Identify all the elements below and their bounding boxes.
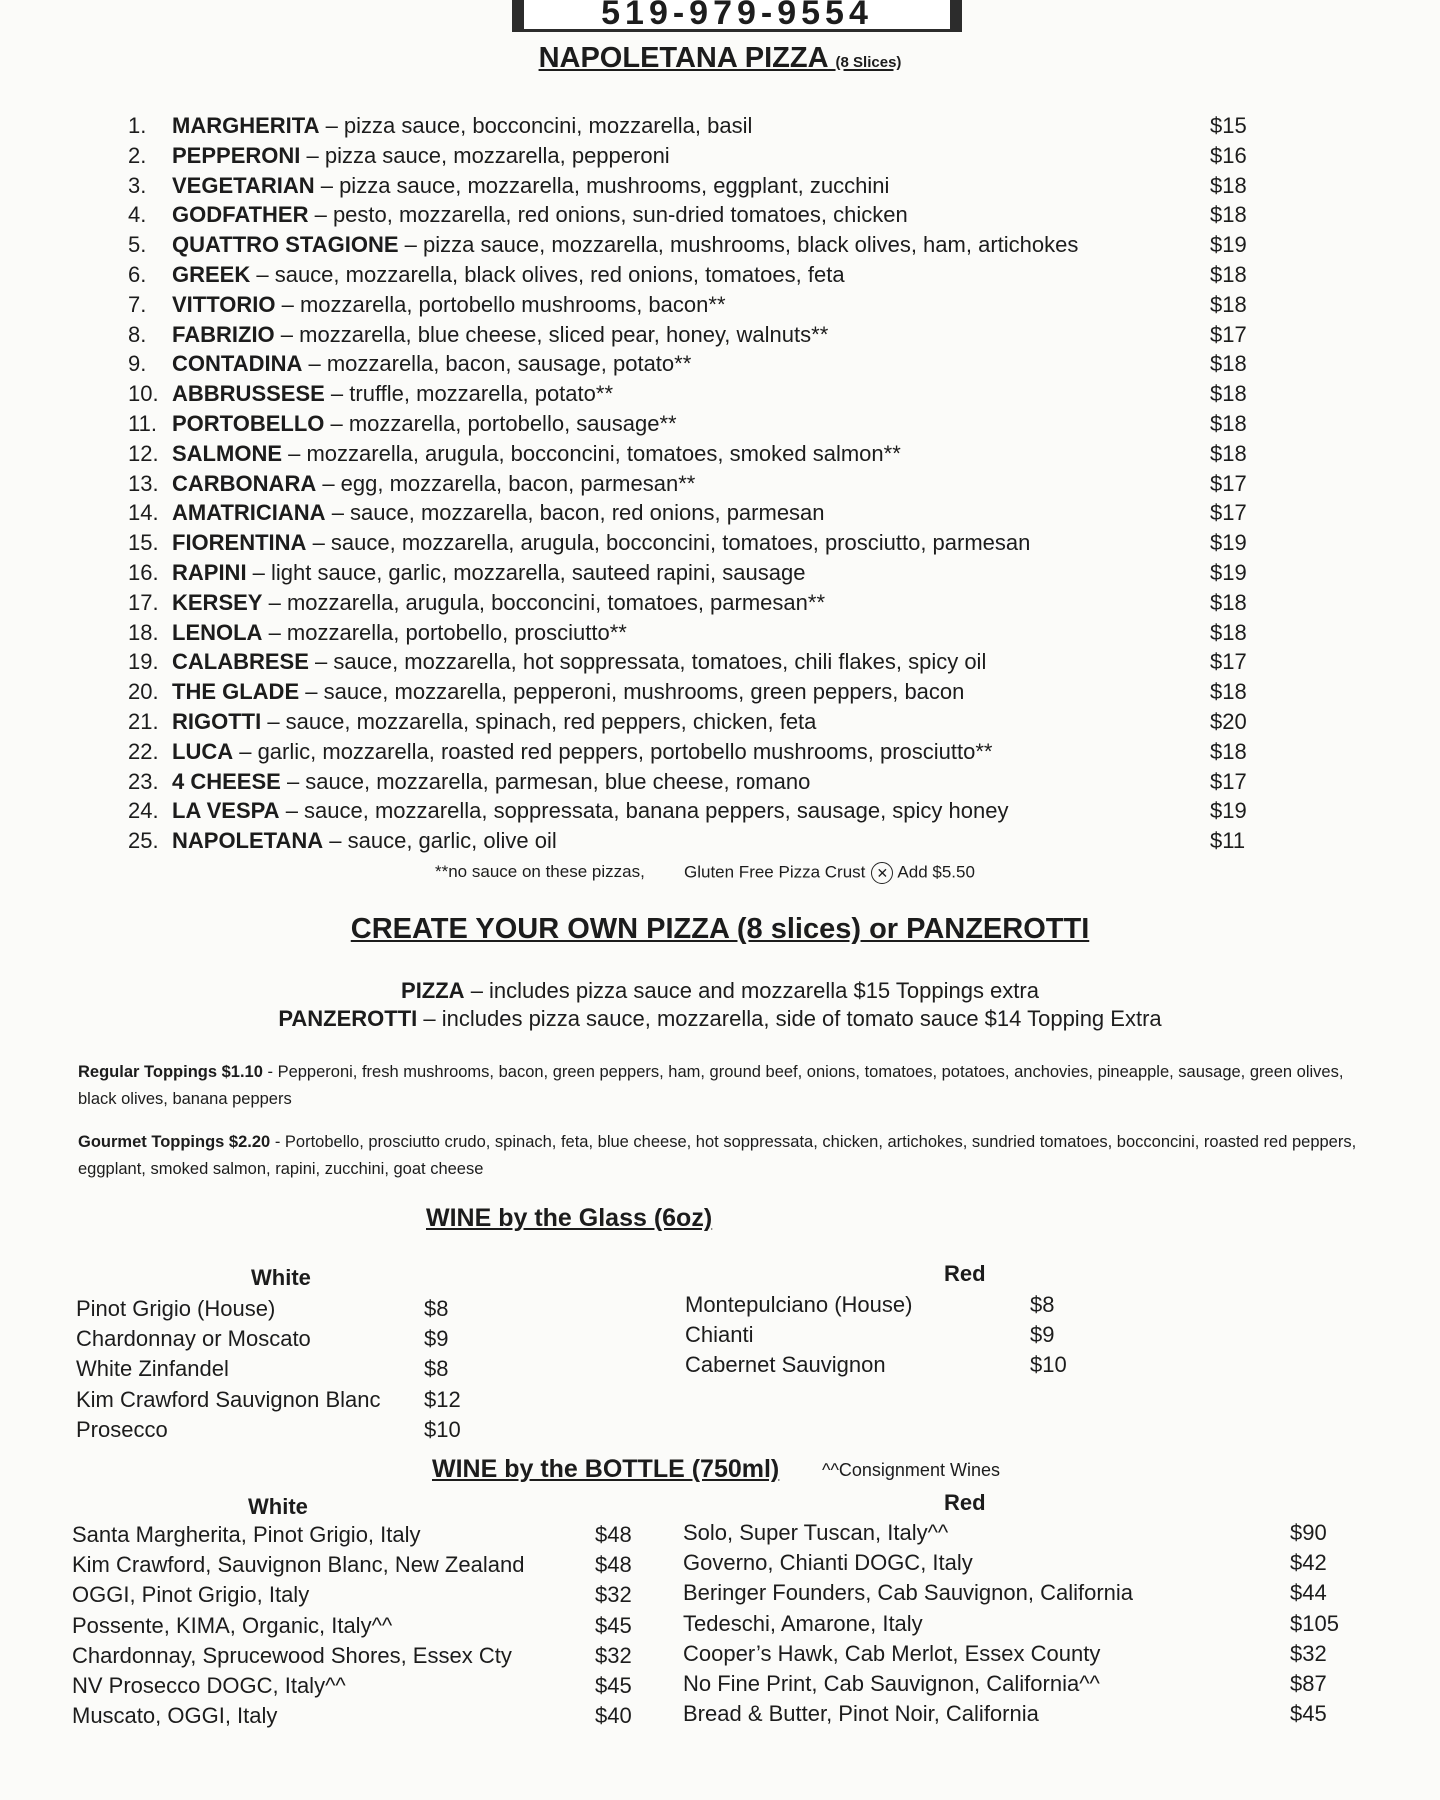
pizza-number: 3. — [128, 172, 147, 198]
pizza-name: AMATRICIANA — [172, 500, 326, 526]
pizza-ingredients: – sauce, mozzarella, bacon, red onions, parmesan — [325, 500, 825, 526]
pizza-description — [172, 409, 677, 438]
regular-toppings-list: - Pepperoni, fresh mushrooms, bacon, green peppers, ham, ground beef, onions, tomatoes, potatoes, anchovies, pineapple, sausage, green olives, black olives, banana peppers — [78, 1063, 1344, 1108]
wine-bottle-title: WINE by the BOTTLE (750ml) — [432, 1455, 780, 1483]
pizza-ingredients: – sauce, mozzarella, hot soppressata, tomatoes, chili flakes, spicy oil — [308, 649, 987, 675]
pizza-ingredients: – garlic, mozzarella, roasted red peppers, portobello mushrooms, prosciutto** — [233, 738, 993, 764]
wine-name: No Fine Print, Cab Sauvignon, California^^ — [683, 1670, 1100, 1696]
wine-price: $8 — [424, 1356, 449, 1382]
pizza-number: 1. — [128, 113, 147, 138]
create-pizza-label: PIZZA — [401, 978, 465, 1003]
pizza-ingredients: – sauce, mozzarella, spinach, red peppers, chicken, feta — [261, 708, 817, 734]
wine-name: Tedeschi, Amarone, Italy — [683, 1610, 923, 1636]
pizza-ingredients: – pizza sauce, bocconcini, mozzarella, basil — [319, 113, 753, 138]
wine-item — [683, 1669, 1327, 1699]
pizza-item — [128, 737, 1258, 767]
wine-item — [683, 1609, 1339, 1639]
wine-price: $32 — [1290, 1640, 1327, 1666]
pizza-name: NAPOLETANA — [172, 828, 324, 854]
wine-item — [72, 1580, 632, 1610]
regular-toppings — [78, 1059, 1378, 1113]
wine-item — [685, 1320, 1055, 1350]
pizza-price: $18 — [1210, 351, 1247, 377]
wine-price: $9 — [424, 1326, 449, 1352]
pizza-price: $18 — [1210, 589, 1247, 615]
wine-name: Pinot Grigio (House) — [76, 1296, 276, 1321]
pizza-number: 14. — [128, 500, 159, 526]
pizza-name: LENOLA — [172, 619, 263, 645]
wine-name: OGGI, Pinot Grigio, Italy — [72, 1582, 310, 1608]
create-pizza-line — [0, 978, 1440, 1004]
pizza-description — [172, 230, 1078, 259]
pizza-price: $18 — [1210, 172, 1247, 198]
pizza-name: KERSEY — [172, 589, 263, 615]
pizza-name: LA VESPA — [172, 798, 280, 824]
pizza-number: 22. — [128, 738, 159, 764]
pizza-description — [172, 767, 810, 796]
wine-item — [76, 1354, 449, 1384]
pizza-ingredients: – sauce, mozzarella, black olives, red onions, tomatoes, feta — [250, 261, 845, 287]
create-panzerotti-text: – includes pizza sauce, mozzarella, side of tomato sauce $14 Topping Extra — [417, 1006, 1162, 1031]
wine-name: Kim Crawford Sauvignon Blanc — [76, 1386, 381, 1412]
pizza-number: 6. — [128, 261, 147, 287]
pizza-ingredients: – sauce, mozzarella, parmesan, blue cheese, romano — [280, 768, 811, 794]
gourmet-toppings-label: Gourmet Toppings $2.20 — [78, 1133, 271, 1151]
pizza-item — [128, 826, 1258, 856]
pizza-item — [128, 677, 1258, 707]
pizza-price: $18 — [1210, 261, 1247, 287]
pizza-item — [128, 558, 1258, 588]
pizza-name: CALABRESE — [172, 649, 309, 675]
pizza-name: VEGETARIAN — [172, 172, 315, 198]
wine-item — [76, 1385, 461, 1415]
pizza-ingredients: – sauce, mozzarella, soppressata, banana peppers, sausage, spicy honey — [279, 798, 1009, 824]
wine-glass-red-heading: Red — [944, 1261, 986, 1286]
pizza-description — [172, 796, 1008, 825]
wine-price: $12 — [424, 1386, 461, 1412]
pizza-price: $18 — [1210, 202, 1247, 228]
pizza-price: $17 — [1210, 500, 1247, 526]
pizza-name: PORTOBELLO — [172, 410, 325, 436]
pizza-ingredients: – pizza sauce, mozzarella, pepperoni — [300, 142, 670, 168]
pizza-name: QUATTRO STAGIONE — [172, 232, 399, 258]
pizza-description — [172, 498, 825, 527]
pizza-item — [128, 141, 1258, 171]
pizza-number: 15. — [128, 530, 159, 556]
pizza-description — [172, 260, 845, 289]
pizza-name: VITTORIO — [172, 291, 276, 317]
pizza-number: 8. — [128, 321, 147, 347]
wine-name: Governo, Chianti DOGC, Italy — [683, 1550, 973, 1576]
pizza-number: 24. — [128, 798, 159, 824]
pizza-number: 7. — [128, 291, 147, 317]
slice-count-note: (8 Slices) — [835, 54, 902, 71]
gourmet-toppings-list: - Portobello, prosciutto crudo, spinach, feta, blue cheese, hot soppressata, chicken, artichokes, sundried tomatoes, bocconcini, roasted red peppers, eggplant, smoked salmon, rapini, zucchini, goat cheese — [78, 1133, 1357, 1178]
pizza-price: $19 — [1210, 530, 1247, 556]
pizza-item — [128, 111, 1258, 141]
pizza-ingredients: – light sauce, garlic, mozzarella, sauteed rapini, sausage — [246, 559, 806, 585]
pizza-name: ABBRUSSESE — [172, 381, 325, 407]
pizza-price: $17 — [1210, 321, 1247, 347]
pizza-item — [128, 588, 1258, 618]
wine-name: Chianti — [685, 1322, 754, 1348]
wine-price: $48 — [595, 1552, 632, 1578]
pizza-number: 13. — [128, 470, 159, 496]
pizza-number: 18. — [128, 619, 159, 645]
pizza-name: LUCA — [172, 738, 234, 764]
wine-item — [72, 1550, 632, 1580]
pizza-price: $15 — [1210, 113, 1247, 138]
pizza-item — [128, 260, 1258, 290]
pizza-item — [128, 409, 1258, 439]
pizza-menu-list — [128, 111, 1258, 856]
wine-item — [72, 1520, 632, 1550]
pizza-number: 23. — [128, 768, 159, 794]
gourmet-toppings — [78, 1129, 1378, 1183]
pizza-name: RIGOTTI — [172, 708, 262, 734]
wine-name: Cooper’s Hawk, Cab Merlot, Essex County — [683, 1640, 1101, 1666]
wine-price: $45 — [1290, 1701, 1327, 1727]
pizza-price: $18 — [1210, 381, 1247, 407]
gluten-free-note — [684, 862, 975, 884]
pizza-description — [172, 558, 805, 587]
pizza-description — [172, 111, 752, 140]
pizza-description — [172, 826, 557, 855]
create-your-own-title: CREATE YOUR OWN PIZZA (8 slices) or PANZEROTTI — [350, 913, 1090, 945]
wine-name: Solo, Super Tuscan, Italy^^ — [683, 1520, 949, 1545]
pizza-item — [128, 796, 1258, 826]
pizza-name: CARBONARA — [172, 470, 317, 496]
pizza-price: $17 — [1210, 470, 1247, 496]
wine-item — [683, 1518, 1327, 1548]
pizza-description — [172, 737, 992, 766]
wine-item — [683, 1548, 1327, 1578]
wine-item — [685, 1350, 1067, 1380]
pizza-ingredients: – sauce, mozzarella, arugula, bocconcini, tomatoes, prosciutto, parmesan — [306, 530, 1031, 556]
pizza-number: 17. — [128, 589, 159, 615]
wine-item — [72, 1671, 632, 1701]
pizza-ingredients: – pizza sauce, mozzarella, mushrooms, eggplant, zucchini — [314, 172, 890, 198]
pizza-ingredients: – mozzarella, arugula, bocconcini, tomatoes, smoked salmon** — [282, 440, 901, 466]
wine-item — [72, 1611, 632, 1641]
wine-bottle-red-heading: Red — [944, 1490, 986, 1515]
wine-name: White Zinfandel — [76, 1356, 229, 1382]
pizza-name: RAPINI — [172, 559, 247, 585]
pizza-ingredients: – egg, mozzarella, bacon, parmesan** — [316, 470, 696, 496]
pizza-description — [172, 171, 889, 200]
pizza-name: SALMONE — [172, 440, 282, 466]
pizza-description — [172, 469, 695, 498]
consignment-note: ^^Consignment Wines — [822, 1460, 1000, 1480]
pizza-ingredients: – mozzarella, portobello, prosciutto** — [262, 619, 627, 645]
pizza-ingredients: – mozzarella, arugula, bocconcini, tomatoes, parmesan** — [262, 589, 825, 615]
wine-name: Muscato, OGGI, Italy — [72, 1703, 278, 1729]
pizza-price: $19 — [1210, 559, 1247, 585]
pizza-item — [128, 618, 1258, 648]
wine-glass-red-list — [685, 1290, 1067, 1381]
pizza-number: 16. — [128, 559, 159, 585]
napoletana-pizza-title — [0, 42, 1440, 75]
pizza-name: FABRIZIO — [172, 321, 275, 347]
wine-item — [72, 1641, 632, 1671]
wine-price: $45 — [595, 1612, 632, 1638]
wine-name: Possente, KIMA, Organic, Italy^^ — [72, 1612, 393, 1638]
pizza-description — [172, 349, 691, 378]
pizza-item — [128, 349, 1258, 379]
wine-name: Kim Crawford, Sauvignon Blanc, New Zealand — [72, 1552, 525, 1578]
pizza-price: $18 — [1210, 619, 1247, 645]
pizza-ingredients: – sauce, mozzarella, pepperoni, mushrooms, green peppers, bacon — [299, 679, 965, 705]
pizza-price: $18 — [1210, 410, 1247, 436]
wine-name: Chardonnay or Moscato — [76, 1326, 311, 1352]
pizza-price: $11 — [1210, 828, 1246, 854]
pizza-item — [128, 439, 1258, 469]
pizza-description — [172, 320, 828, 349]
wine-price: $42 — [1290, 1550, 1327, 1576]
wine-item — [76, 1294, 449, 1324]
wine-price: $32 — [595, 1642, 632, 1668]
pizza-item — [128, 767, 1258, 797]
pizza-price: $16 — [1210, 142, 1247, 168]
wine-glass-title: WINE by the Glass (6oz) — [426, 1204, 713, 1232]
pizza-item — [128, 528, 1258, 558]
pizza-number: 2. — [128, 142, 147, 168]
wine-price: $45 — [595, 1672, 632, 1698]
pizza-name: FIORENTINA — [172, 530, 307, 556]
wine-bottle-white-heading: White — [248, 1494, 308, 1519]
pizza-description — [172, 588, 825, 617]
pizza-number: 5. — [128, 232, 147, 258]
pizza-name: GODFATHER — [172, 202, 309, 228]
pizza-ingredients: – pesto, mozzarella, red onions, sun-dried tomatoes, chicken — [308, 202, 908, 228]
wine-price: $90 — [1290, 1520, 1327, 1545]
wine-item — [685, 1290, 1055, 1320]
create-panzerotti-line — [0, 1006, 1440, 1032]
wine-name: Santa Margherita, Pinot Grigio, Italy — [72, 1522, 421, 1547]
wine-item — [683, 1578, 1327, 1608]
pizza-price: $20 — [1210, 708, 1247, 734]
gluten-free-icon: ✕ — [871, 862, 893, 884]
wine-price: $10 — [424, 1416, 461, 1442]
pizza-number: 21. — [128, 708, 159, 734]
pizza-item — [128, 379, 1258, 409]
pizza-description — [172, 141, 670, 170]
pizza-item — [128, 200, 1258, 230]
wine-glass-white-heading: White — [251, 1265, 311, 1290]
pizza-number: 25. — [128, 828, 159, 854]
gluten-free-label: Gluten Free Pizza Crust — [684, 862, 866, 882]
pizza-description — [172, 528, 1030, 557]
wine-price: $105 — [1290, 1610, 1339, 1636]
pizza-price: $18 — [1210, 291, 1247, 317]
gluten-free-price: Add $5.50 — [897, 862, 975, 882]
wine-item — [72, 1701, 632, 1731]
pizza-number: 12. — [128, 440, 159, 466]
wine-bottle-white-list — [72, 1520, 632, 1731]
pizza-ingredients: – mozzarella, portobello mushrooms, bacon** — [275, 291, 726, 317]
wine-price: $10 — [1030, 1352, 1067, 1378]
pizza-ingredients: – sauce, garlic, olive oil — [323, 828, 557, 854]
phone-number: 519-979-9554 — [512, 0, 962, 32]
create-pizza-text: – includes pizza sauce and mozzarella $15 Toppings extra — [464, 978, 1039, 1003]
pizza-description — [172, 647, 986, 676]
pizza-item — [128, 469, 1258, 499]
wine-name: Cabernet Sauvignon — [685, 1352, 886, 1378]
pizza-name: THE GLADE — [172, 679, 300, 705]
pizza-ingredients: – truffle, mozzarella, potato** — [324, 381, 614, 407]
pizza-item — [128, 707, 1258, 737]
pizza-number: 10. — [128, 381, 159, 407]
pizza-item — [128, 171, 1258, 201]
pizza-price: $18 — [1210, 679, 1247, 705]
pizza-description — [172, 439, 901, 468]
pizza-description — [172, 707, 816, 736]
wine-price: $40 — [595, 1703, 632, 1729]
pizza-description — [172, 677, 964, 706]
pizza-name: GREEK — [172, 261, 251, 287]
pizza-name: MARGHERITA — [172, 113, 320, 138]
wine-name: Bread & Butter, Pinot Noir, California — [683, 1701, 1039, 1727]
wine-price: $8 — [424, 1296, 449, 1321]
pizza-name: CONTADINA — [172, 351, 303, 377]
pizza-price: $18 — [1210, 440, 1247, 466]
napoletana-pizza-heading: NAPOLETANA PIZZA — [538, 42, 828, 74]
pizza-number: 20. — [128, 679, 159, 705]
pizza-description — [172, 290, 726, 319]
wine-bottle-red-list — [683, 1518, 1339, 1729]
pizza-ingredients: – pizza sauce, mozzarella, mushrooms, black olives, ham, artichokes — [398, 232, 1079, 258]
pizza-ingredients: – mozzarella, portobello, sausage** — [324, 410, 677, 436]
no-sauce-note: **no sauce on these pizzas, — [435, 862, 645, 881]
pizza-ingredients: – mozzarella, blue cheese, sliced pear, honey, walnuts** — [274, 321, 829, 347]
pizza-description — [172, 379, 613, 408]
pizza-number: 11. — [128, 410, 157, 436]
wine-price: $44 — [1290, 1580, 1327, 1606]
pizza-price: $19 — [1210, 232, 1247, 258]
wine-name: Prosecco — [76, 1416, 168, 1442]
wine-item — [76, 1324, 449, 1354]
wine-item — [76, 1415, 461, 1445]
pizza-price: $19 — [1210, 798, 1247, 824]
pizza-number: 19. — [128, 649, 159, 675]
wine-price: $32 — [595, 1582, 632, 1608]
pizza-name: PEPPERONI — [172, 142, 301, 168]
pizza-item — [128, 320, 1258, 350]
pizza-price: $18 — [1210, 738, 1247, 764]
wine-name: Montepulciano (House) — [685, 1292, 913, 1317]
regular-toppings-label: Regular Toppings $1.10 — [78, 1063, 263, 1081]
pizza-name: 4 CHEESE — [172, 768, 281, 794]
pizza-number: 4. — [128, 202, 147, 228]
wine-price: $87 — [1290, 1670, 1327, 1696]
pizza-item — [128, 647, 1258, 677]
wine-item — [683, 1699, 1327, 1729]
pizza-item — [128, 230, 1258, 260]
wine-name: Beringer Founders, Cab Sauvignon, California — [683, 1580, 1134, 1606]
pizza-ingredients: – mozzarella, bacon, sausage, potato** — [302, 351, 692, 377]
pizza-price: $17 — [1210, 649, 1247, 675]
wine-price: $48 — [595, 1522, 632, 1547]
pizza-description — [172, 618, 627, 647]
pizza-item — [128, 290, 1258, 320]
pizza-item — [128, 498, 1258, 528]
pizza-number: 9. — [128, 351, 147, 377]
wine-name: Chardonnay, Sprucewood Shores, Essex Cty — [72, 1642, 512, 1668]
wine-name: NV Prosecco DOGC, Italy^^ — [72, 1672, 346, 1698]
wine-price: $9 — [1030, 1322, 1055, 1348]
wine-glass-white-list — [76, 1294, 461, 1445]
pizza-description — [172, 200, 908, 229]
pizza-price: $17 — [1210, 768, 1247, 794]
create-panzerotti-label: PANZEROTTI — [278, 1006, 418, 1031]
wine-item — [683, 1639, 1327, 1669]
wine-price: $8 — [1030, 1292, 1055, 1317]
